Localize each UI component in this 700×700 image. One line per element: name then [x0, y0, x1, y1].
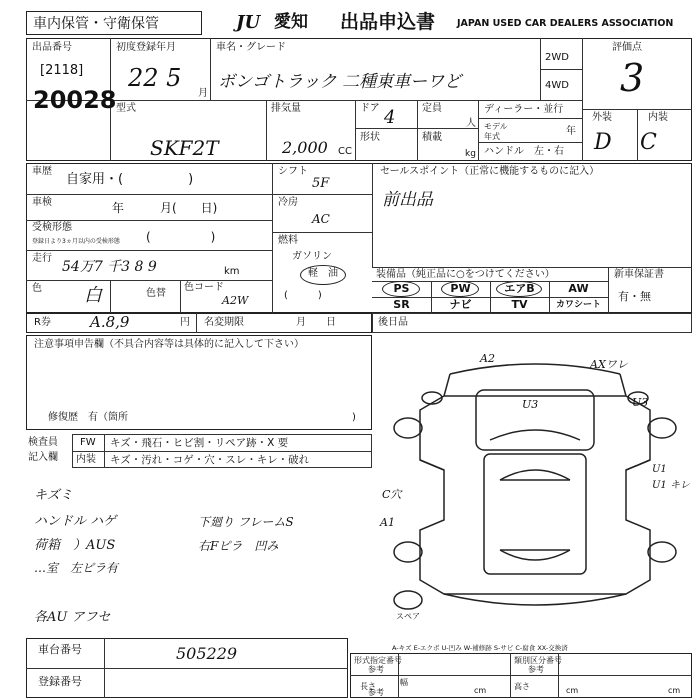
year-unit: 年	[566, 126, 576, 137]
color-code-value: A2W	[222, 294, 249, 307]
name-change-label: 名変期限	[204, 317, 244, 328]
equip-ps: PS	[393, 282, 410, 295]
org-english: JAPAN USED CAR DEALERS ASSOCIATION	[457, 18, 674, 29]
diag-right-scratch: U1 キレ	[652, 480, 690, 491]
first-reg-value: 22 5	[128, 64, 182, 92]
equip-ps-circle	[382, 281, 420, 297]
handle-label: ハンドル 左・右	[484, 146, 564, 157]
model-year-label: モデル年式	[484, 122, 508, 141]
drive-2wd: 2WD	[545, 52, 569, 63]
fuel-label: 燃料	[278, 235, 298, 246]
height-label: 高さ	[514, 682, 530, 691]
length-unit: cm	[474, 686, 487, 695]
displacement-unit: CC	[338, 146, 352, 157]
color-label: 色	[32, 283, 42, 294]
equip-airbag-circle	[496, 281, 542, 297]
inspector-label: 検査員	[28, 437, 58, 448]
dealer-label: ディーラー・並行	[484, 104, 564, 115]
car-name-value: ボンゴトラック 二種東車ーワど	[218, 72, 462, 92]
org-name: 愛知	[274, 12, 308, 32]
ac-value: AC	[312, 212, 330, 226]
note-line-5: 各AU アフセ	[34, 610, 111, 625]
spare-label: スペア	[396, 612, 420, 621]
ac-label: 冷房	[278, 197, 298, 208]
storage-note-box	[26, 11, 202, 35]
caution-label: 注意事項申告欄（不具合内容等は具体的に記入して下さい）	[34, 339, 304, 350]
new-warranty-value: 有・無	[618, 290, 651, 303]
storage-note: 車内保管・守衛保管	[33, 16, 159, 32]
shape-label: 形状	[360, 132, 380, 143]
recycle-unit: 円	[180, 317, 190, 328]
entry-label: 記入欄	[28, 452, 58, 463]
diag-left-c: C穴	[382, 488, 402, 501]
equip-aw: AW	[568, 282, 589, 295]
selling-value: 前出品	[382, 190, 433, 210]
car-damage-diagram	[380, 350, 690, 630]
fw-items: キズ・飛石・ヒビ割・リペア跡・X 要	[110, 437, 289, 449]
mileage-value: 54万7 千3 8 9	[62, 259, 157, 275]
new-warranty-label: 新車保証書	[614, 269, 664, 280]
type-label: 形式指定番号	[354, 656, 402, 665]
displacement-label: 排気量	[271, 103, 301, 114]
aftermarket-box	[372, 313, 692, 333]
capacity-label: 定員	[422, 103, 442, 114]
diag-right-u1: U1	[652, 464, 667, 475]
reg-label: 登録番号	[38, 675, 82, 688]
equip-pw: PW	[450, 282, 471, 295]
recycle-value: A.8,9	[90, 313, 130, 331]
note-right-1: 下廻り フレームS	[198, 515, 294, 529]
drive-4wd: 4WD	[545, 80, 569, 91]
name-change-value: 月 日	[296, 317, 336, 328]
fw-label: FW	[80, 437, 96, 448]
listing-sub-number: [2118]	[40, 63, 84, 78]
repair-label: 修復歴 有（箇所	[48, 412, 128, 423]
fuel-gasoline: ガソリン	[292, 251, 332, 262]
selling-label: セールスポイント（正常に機能するものに記入）	[380, 166, 600, 177]
note-right-2: 右Fピラ 凹み	[198, 539, 279, 553]
height-unit: cm	[566, 686, 579, 695]
equip-leather-seat: カワシート	[555, 300, 601, 310]
receipt-paren: ( )	[146, 230, 216, 244]
load-unit: kg	[465, 149, 476, 159]
exterior-value: D	[594, 130, 612, 155]
width-label: 幅	[400, 678, 408, 687]
diag-top-u3: U3	[522, 398, 539, 411]
interior-check-label: 内装	[76, 454, 96, 465]
chassis-label: 車台番号	[38, 643, 82, 656]
type-reference: 参考	[368, 665, 384, 674]
interior-items: キズ・汚れ・コゲ・穴・スレ・キレ・破れ	[110, 454, 310, 466]
equipment-label: 装備品（純正品に○をつけてください）	[376, 269, 555, 280]
equip-navi: ナビ	[449, 298, 472, 311]
diag-right-u3: U3	[632, 396, 649, 409]
color-swap-label: 色替	[146, 288, 166, 299]
exterior-label: 外装	[592, 112, 612, 123]
shift-value: 5F	[312, 176, 330, 191]
load-label: 積載	[422, 132, 442, 143]
aftermarket-label: 後日品	[378, 317, 408, 328]
ju-logo-mark: JU	[236, 12, 261, 33]
receipt-note: 登録日より3ヵ月以内の受検形態	[32, 238, 120, 245]
repair-close: )	[352, 412, 356, 423]
equip-pw-circle	[441, 281, 479, 297]
equip-airbag: エアB	[504, 282, 535, 295]
door-value: 4	[384, 107, 396, 128]
fuel-diesel: 軽 油	[308, 268, 338, 279]
listing-number-label: 出品番号	[32, 42, 72, 53]
note-line-2: ハンドル ハゲ	[34, 514, 117, 529]
month-mark: 月	[198, 88, 208, 99]
history-value: 自家用・( )	[66, 172, 194, 187]
capacity-unit: 人	[466, 118, 476, 129]
car-name-label: 車名・グレード	[216, 42, 286, 53]
recycle-label: R券	[34, 317, 51, 328]
rating-value: 3	[620, 56, 645, 100]
note-line-1: キズミ	[34, 488, 73, 503]
mileage-label: 走行	[32, 253, 52, 264]
history-label: 車歴	[32, 166, 52, 177]
diag-top-a2: A2	[480, 352, 495, 365]
displacement-value: 2,000	[282, 138, 328, 157]
damage-legend: A-キズ E-エクボ U-凹み W-補修跡 S-サビ C-腐食 XX-交換済	[392, 644, 568, 652]
mileage-unit: km	[224, 266, 240, 277]
interior-label: 内装	[648, 112, 668, 123]
diag-top-right: AXワレ	[590, 358, 628, 371]
shift-label: シフト	[278, 166, 308, 177]
color-value: 白	[84, 285, 102, 306]
receipt-label: 受検形態	[32, 222, 72, 233]
equip-tv: TV	[511, 298, 528, 311]
class-reference: 参考	[528, 665, 544, 674]
inspection-label: 車検	[32, 197, 52, 208]
length-label: 長さ	[360, 682, 376, 691]
note-line-4: …室 左ピラ有	[34, 561, 119, 575]
fuel-paren: ( )	[284, 290, 322, 301]
chassis-value: 505229	[176, 644, 238, 663]
door-label: ドア	[360, 103, 380, 114]
listing-number: 20028	[33, 86, 117, 114]
form-title: 出品申込書	[340, 11, 436, 33]
note-line-3: 荷箱 ）AUS	[34, 538, 116, 553]
class-label: 類別区分番号	[514, 656, 562, 665]
first-reg-label: 初度登録年月	[116, 42, 176, 53]
height-unit-2: cm	[668, 686, 681, 695]
equip-sr: SR	[393, 298, 410, 311]
model-value: SKF2T	[150, 136, 219, 160]
interior-value: C	[640, 130, 657, 155]
color-code-label: 色コード	[184, 282, 224, 293]
width-reference: 参考	[368, 688, 384, 697]
model-label: 型式	[116, 103, 136, 114]
ju-logo	[236, 12, 272, 34]
inspection-value: 年 月( 日)	[112, 201, 218, 215]
rating-label: 評価点	[612, 42, 642, 53]
diag-left-a: A1	[380, 516, 395, 529]
